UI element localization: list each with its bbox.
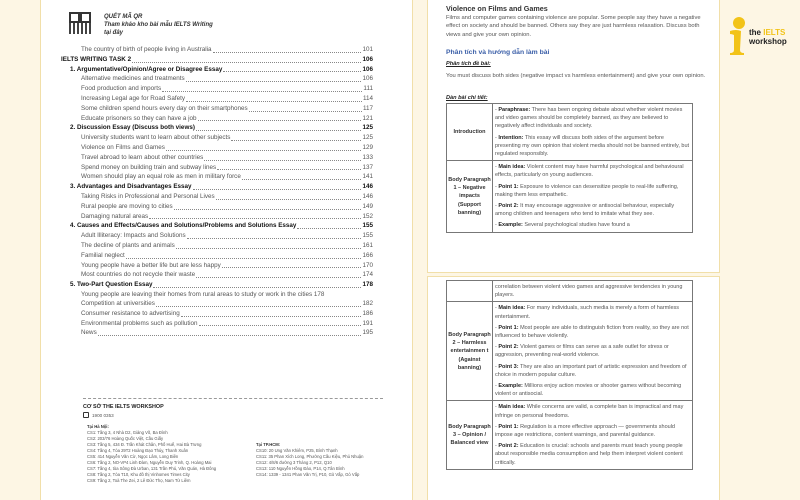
toc-entry-title: Taking Risks in Professional and Personal Lives [81,192,215,200]
outline-point [495,363,690,379]
outline-section-label [447,281,493,302]
toc-entry[interactable] [61,231,373,241]
toc-leader-dots [162,91,362,92]
outline-point [495,324,690,340]
toc-entry[interactable] [61,143,373,153]
table-of-contents [61,45,373,338]
bullet-dash: - [495,443,499,450]
toc-leader-dots [126,258,362,259]
outline-point-key: Paraphrase: [498,107,531,113]
outline-table-part2 [446,280,693,470]
outline-point [495,202,690,218]
outline-section-content [493,104,693,161]
branch-address: CS14: 1339 - 1341 Phan Văn Trị, P10, Gò Vấp, Gò Vấp [256,472,360,477]
toc-entry[interactable] [61,153,373,163]
toc-entry-title: Food production and imports [81,85,162,93]
toc-entry-page: 195 [362,329,373,337]
outline-row [447,104,693,161]
outline-section-content [493,161,693,232]
toc-leader-dots [156,306,362,307]
toc-entry-page: 111 [363,85,373,93]
outline-point-key: Main idea: [498,404,526,411]
branch-address: CS2: 203/76 Hoàng Quốc Việt, Cầu Giấy [87,436,164,441]
toc-leader-dots [231,140,361,141]
outline-point-text: correlation between violent video games and aggressive tendencies in young players. [495,284,683,299]
toc-entry-title: Violence on Films and Games [81,143,165,151]
outline-label: Dàn bài chi tiết: [446,95,488,101]
outline-point-text: This essay will discuss both sides of the argument before presenting my own opinion that violent media should not be banned entirely, but regulated responsibly. [495,134,690,158]
branch-address: CS13: 110 Nguyễn Hồng Đào, P14, Q.Tân Bình [256,466,345,471]
footer-divider [83,398,383,399]
toc-entry-page: 125 [362,134,373,142]
toc-leader-dots [186,101,362,102]
bullet-dash: - [495,203,499,210]
toc-entry-title: Educate prisoners so they can have a job [81,114,197,122]
outline-section-content [493,302,693,401]
toc-leader-dots [187,238,362,239]
branch-address: CS9: Tầng 2, Toà The Zei, 2 Lê Đức Thọ, Nam Từ Liêm [87,478,191,483]
toc-entry-title: Familial neglect [81,251,125,259]
toc-entry[interactable] [61,55,373,65]
right-page-bottom [428,277,719,500]
bullet-dash: - [495,383,499,390]
toc-entry-page: 191 [362,319,373,327]
outline-point-key: Point 2: [498,203,519,210]
outline-section-content [493,281,693,302]
toc-entry[interactable] [61,104,373,114]
toc-entry-title: Increasing Legal age for Road Safety [81,94,185,102]
toc-entry[interactable] [61,123,373,133]
logo-workshop: workshop [749,36,787,46]
outline-point-text: Most people are able to distinguish fiction from reality, so they are not influenced to behave violently. [495,324,689,340]
toc-entry[interactable] [61,45,373,55]
toc-entry-page: 121 [362,114,373,122]
toc-entry-page: 174 [362,271,373,279]
outline-point [495,343,690,359]
toc-entry-title: 2. Discussion Essay (Discuss both views) [70,124,195,132]
toc-entry[interactable] [61,182,373,192]
toc-entry-page: 152 [362,212,373,220]
toc-leader-dots [204,160,361,161]
toc-entry[interactable] [61,280,373,290]
outline-point-text: For many individuals, such media is merely a form of harmless entertainment. [495,305,680,320]
toc-leader-dots [186,81,362,82]
branch-address: CS7: Tầng 4, tòa Sông Đà Urban, 131 Trần Phú, Văn Quán, Hà Đông [87,466,217,471]
bullet-dash: - [495,107,499,113]
toc-entry-page: 117 [362,104,373,112]
toc-entry-page: 146 [362,183,373,191]
essay-title: Violence on Films and Games [446,4,548,13]
toc-leader-dots [132,62,361,63]
outline-point-key: Point 1: [498,324,519,331]
toc-entry-title: The decline of plants and animals [81,241,175,249]
outline-point-key: Point 3: [498,363,519,370]
essay-prompt: Films and computer games containing violence are popular. Some people say they have a negative effect on society and should be banned. Others say they are just harmless relaxation. Discuss both views and give your own opinion. [446,15,701,38]
analysis-text: You must discuss both sides (negative impact vs harmless entertainment) and give your own opinion. [446,73,706,79]
toc-entry[interactable] [61,221,373,231]
footer-locations [83,398,383,484]
toc-entry-title: IELTS WRITING TASK 2 [61,55,132,63]
toc-leader-dots [217,169,361,170]
hanoi-addresses [83,424,242,484]
toc-entry-page: 170 [362,261,373,269]
toc-entry-title: Environmental problems such as pollution [81,319,198,327]
toc-leader-dots [199,325,362,326]
qr-caption-line1: QUÉT MÃ QR [104,14,143,20]
toc-leader-dots [174,209,362,210]
outline-point [495,221,690,229]
outline-point-text: Violent content may have harmful psychological and behavioural effects, particularly on young audiences. [495,164,684,179]
toc-entry-page: 106 [362,65,373,73]
toc-leader-dots [196,277,361,278]
toc-leader-dots [249,111,362,112]
outline-point-key: Point 1: [498,183,519,190]
toc-entry-title: Young people are leaving their homes from rural areas to study or work in the cities 178 [81,290,325,298]
outline-point-key: Main idea: [498,164,526,171]
toc-entry-page: 106 [362,55,373,63]
toc-entry[interactable] [61,290,373,299]
toc-entry-title: 5. Two-Part Question Essay [70,281,153,289]
outline-point [495,304,690,320]
toc-entry-title: 3. Advantages and Disadvantages Essay [70,183,192,191]
bullet-dash: - [495,164,499,171]
toc-entry[interactable] [61,172,373,182]
outline-point-key: Main idea: [498,305,526,312]
outline-point [495,134,690,159]
outline-point-text: Education is crucial: schools and parents must teach young people about responsible media consumption and help them interpret violent content critically. [495,443,683,466]
toc-entry-page: 161 [362,241,373,249]
outline-point-key: Intention: [498,134,524,141]
logo-i-icon [727,16,749,56]
toc-entry-title: Competition at universities [81,299,155,307]
toc-entry[interactable] [61,65,373,75]
qr-caption-line2: Tham khảo kho bài mẫu IELTS Writing [104,22,213,28]
outline-row [447,281,693,302]
toc-entry[interactable] [61,84,373,94]
branch-address: CS1: Tầng 3, 4 Nhà D2, Giảng Võ, Ba Đình [87,430,168,435]
toc-leader-dots [196,130,362,131]
hcm-addresses [256,442,363,484]
toc-leader-dots [242,179,362,180]
qr-caption-line3: tại đây [104,30,124,36]
toc-entry-title: Travel abroad to learn about other countries [81,153,204,161]
outline-point [495,183,690,199]
outline-row [447,401,693,469]
toc-entry-title: Young people have a better life but are less happy [81,261,221,269]
qr-caption [104,13,213,37]
bullet-dash: - [495,324,499,331]
toc-entry[interactable] [61,270,373,280]
toc-leader-dots [222,267,362,268]
outline-row [447,161,693,232]
outline-section-label: Body Paragraph 1 – Negative impacts (Support banning) [447,161,493,232]
toc-entry-title: Consumer resistance to advertising [81,309,180,317]
branch-address: CS3: Tầng 5, 434 Đ. Trần Khát Chân, Phố Huế, Hai Bà Trưng [87,442,202,447]
outline-point-text: Exposure to violence can desensitize people to real-life suffering, making them less empathetic. [495,183,679,198]
branch-address: CS6: Tầng 2, NO-VP4 Linh Đàm, Nguyễn Duy Trinh, Q. Hoàng Mai [87,460,212,465]
outline-point [495,163,690,179]
toc-leader-dots [149,218,361,219]
outline-row [447,302,693,401]
toc-entry-page: 186 [362,309,373,317]
toc-entry-page: 155 [362,232,373,240]
phone-number: 1900 0353 [92,412,114,418]
logo-ielts: IELTS [763,28,786,37]
outline-point-text: Violent games or films can serve as a safe outlet for stress or aggression, preventing real-world violence. [495,344,669,359]
toc-entry[interactable] [61,309,373,319]
outline-point-text: There has been ongoing debate about whether violent movies and video games should be completely banned, as they are believed to negatively affect individuals and society. [495,107,683,130]
phone-icon [83,412,89,418]
outline-point-text: It may encourage aggressive or antisocial behaviour, especially among children and teenagers who tend to imitate what they see. [495,203,675,218]
toc-entry[interactable] [61,114,373,124]
outline-point-key: Example: [498,383,523,390]
outline-point [495,442,690,467]
outline-point-text: Several psychological studies have found a [522,222,630,229]
qr-code[interactable] [69,12,91,34]
toc-entry-page: 166 [362,251,373,259]
toc-entry[interactable] [61,261,373,271]
bullet-dash: - [495,183,499,190]
toc-entry[interactable] [61,241,373,251]
toc-entry-title: University students want to learn about other subjects [81,134,231,142]
toc-entry[interactable] [61,133,373,143]
branch-address: CS5: 414 Nguyễn Văn Cừ, Ngọc Lâm, Long Biên [87,454,179,459]
toc-entry-title: Some children spend hours every day on their smartphones [81,104,248,112]
bullet-dash: - [495,363,499,370]
toc-entry-page: 146 [362,192,373,200]
toc-entry-title: Damaging natural areas [81,212,149,220]
toc-leader-dots [193,189,362,190]
toc-entry[interactable] [61,251,373,261]
branch-address: CS10: 20 Ung Văn Khiêm, P25, Bình Thạnh [256,448,338,453]
toc-leader-dots [98,335,362,336]
bullet-dash: - [495,423,499,430]
outline-table-part1 [446,103,693,233]
toc-entry-title: Women should play an equal role as men in military force [81,173,241,181]
toc-leader-dots [176,248,362,249]
outline-point [495,382,690,398]
footer-title: CƠ SỞ THE IELTS WORKSHOP [83,404,164,410]
toc-entry[interactable] [61,192,373,202]
logo-text [749,29,787,46]
toc-entry-page: 125 [362,124,373,132]
toc-entry-page: 114 [362,94,373,102]
toc-entry-page: 137 [362,163,373,171]
footer-phone [83,412,383,418]
toc-entry[interactable] [61,212,373,222]
toc-entry-page: 106 [362,75,373,83]
toc-entry-page: 155 [362,222,373,230]
branch-address: CS12: 4/8/6 đường 3 Tháng 2, P12, Q10 [256,460,332,465]
toc-entry[interactable] [61,202,373,212]
hcm-heading: Tại TP.HCM: [256,442,281,447]
toc-entry[interactable] [61,163,373,173]
outline-point [495,423,690,439]
outline-section-content [493,401,693,469]
toc-entry-page: 101 [362,46,373,53]
outline-point-key: Point 2: [498,344,519,351]
toc-entry[interactable] [61,94,373,104]
bullet-dash: - [495,134,499,141]
toc-entry-page: 178 [362,281,373,289]
toc-entry-title: News [81,329,97,337]
toc-entry[interactable] [61,319,373,329]
branch-address: CS8: Tầng 2, Tòa T10, Khu đô thị Vinhomes Times City [87,472,190,477]
toc-entry[interactable] [61,74,373,84]
outline-point-text: They are also an important part of artistic expression and freedom of choice in modern popular culture. [495,363,687,378]
toc-entry-title: Most countries do not recycle their waste [81,271,196,279]
toc-leader-dots [181,316,362,317]
bullet-dash: - [495,222,499,229]
ielts-workshop-logo [727,16,797,56]
branch-address: CS4: Tầng 4, Tòa 29T2 Hoàng Đạo Thúy, Thanh Xuân [87,448,189,453]
outline-section-label: Body Paragraph 3 – Opinion / Balanced view [447,401,493,469]
outline-section-label: Introduction [447,104,493,161]
hanoi-heading: Tại Hà Nội: [87,424,109,429]
toc-entry-page: 149 [362,202,373,210]
toc-leader-dots [213,52,362,53]
bullet-dash: - [495,344,499,351]
toc-entry-title: 4. Causes and Effects/Causes and Solutions/Problems and Solutions Essay [70,222,297,230]
toc-entry-title: Rural people are moving to cities [81,202,173,210]
toc-entry[interactable] [61,328,373,338]
logo-the: the [749,28,764,37]
analysis-label: Phân tích đề bài: [446,61,491,67]
toc-entry-title: Spend money on building train and subway lines [81,163,217,171]
toc-leader-dots [166,150,362,151]
toc-leader-dots [198,120,362,121]
toc-entry-page: 182 [362,299,373,307]
bullet-dash: - [495,305,499,312]
outline-section-label: Body Paragraph 2 – Harmless entertainmen t (Against banning) [447,302,493,401]
right-page-top [428,0,719,272]
outline-point-text: While concerns are valid, a complete ban is impractical and may infringe on personal freedoms. [495,404,684,419]
outline-point-key: Point 1: [498,423,519,430]
toc-entry-page: 141 [362,173,373,181]
toc-entry-page: 129 [362,143,373,151]
outline-point-text: Regulation is a more effective approach — governments should impose age restrictions, content warnings, and parental guidance. [495,423,675,439]
branch-address: CS11: 35 Phan Xích Long, Phường Cầu Kiệu, Phú Nhuận [256,454,364,459]
outline-point-key: Example: [498,222,523,229]
toc-leader-dots [216,199,362,200]
toc-entry-title: Alternative medicines and treatments [81,75,185,83]
toc-leader-dots [223,71,361,72]
bullet-dash: - [495,404,499,411]
toc-entry-title: The country of birth of people living in Australia [81,46,212,53]
toc-entry-page: 133 [362,153,373,161]
outline-point [495,283,690,299]
outline-point [495,106,690,131]
analysis-heading: Phân tích và hướng dẫn làm bài [446,49,550,56]
toc-leader-dots [153,287,361,288]
outline-point-key: Point 2: [498,443,519,450]
toc-entry-title: 1. Argumentative/Opinion/Agree or Disagree Essay [70,65,223,73]
toc-leader-dots [297,228,361,229]
toc-entry[interactable] [61,299,373,309]
outline-point-text: Millions enjoy action movies or shooter games without becoming violent or antisocial. [495,383,682,398]
toc-entry-title: Adult Illiteracy: Impacts and Solutions [81,232,186,240]
outline-point [495,403,690,419]
left-page [41,0,412,500]
